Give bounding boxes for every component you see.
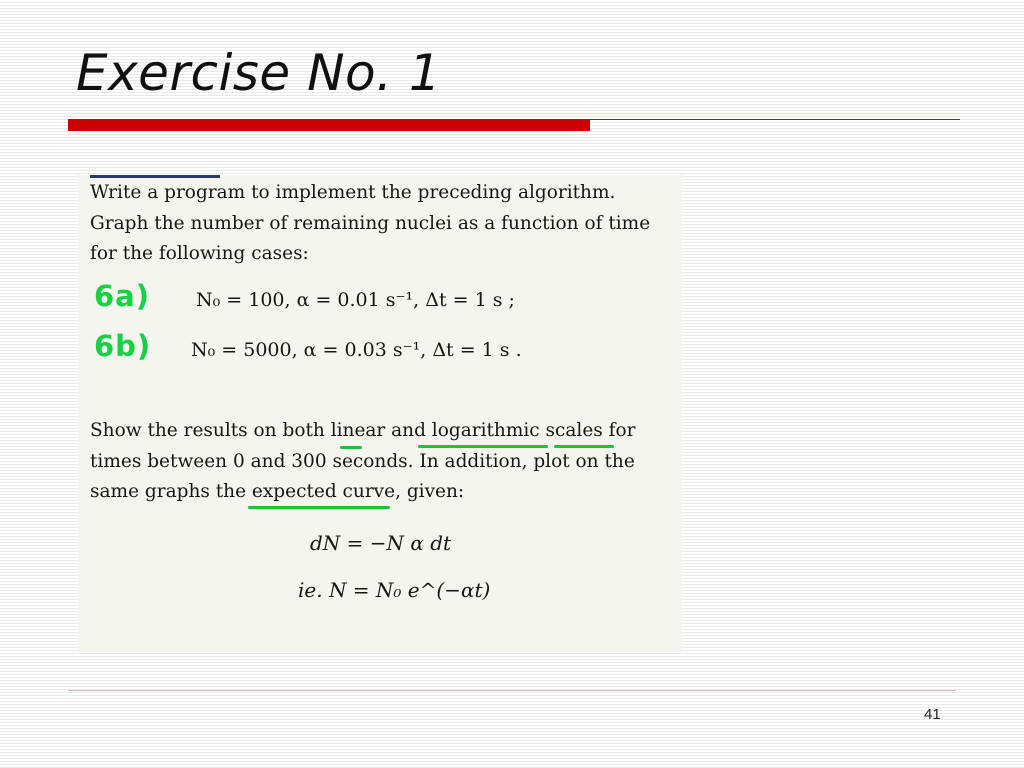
footer-rule bbox=[68, 690, 956, 691]
differential-formula: dN = −N α dt bbox=[310, 531, 452, 555]
title-underline-bar bbox=[68, 119, 590, 131]
case-equation-6a: N₀ = 100, α = 0.01 s⁻¹, Δt = 1 s ; bbox=[196, 289, 515, 311]
page-number: 41 bbox=[924, 706, 941, 723]
results-line: same graphs the expected curve, given: bbox=[90, 481, 465, 502]
highlight-linear bbox=[340, 446, 362, 449]
results-paragraph bbox=[90, 416, 636, 508]
solution-formula: ie. N = N₀ e^(−αt) bbox=[298, 578, 491, 602]
intro-line: Write a program to implement the preceding algorithm. bbox=[90, 182, 616, 203]
highlight-scales bbox=[554, 445, 614, 448]
case-equation-6b: N₀ = 5000, α = 0.03 s⁻¹, Δt = 1 s . bbox=[191, 339, 522, 361]
results-line: Show the results on both linear and logarithmic scales for bbox=[90, 420, 636, 441]
intro-paragraph bbox=[90, 178, 650, 270]
title-underline-rule bbox=[590, 119, 960, 120]
highlight-logarithmic bbox=[418, 445, 548, 448]
case-label-6b: 6b) bbox=[94, 329, 152, 363]
slide-title: Exercise No. 1 bbox=[76, 44, 442, 102]
intro-line: Graph the number of remaining nuclei as a function of time bbox=[90, 212, 651, 234]
scanned-exercise-text bbox=[78, 175, 682, 652]
case-label-6a: 6a) bbox=[94, 279, 151, 313]
highlight-expected-curve bbox=[248, 506, 390, 509]
intro-line: for the following cases: bbox=[90, 243, 309, 264]
results-line: times between 0 and 300 seconds. In addition, plot on the bbox=[90, 450, 635, 472]
